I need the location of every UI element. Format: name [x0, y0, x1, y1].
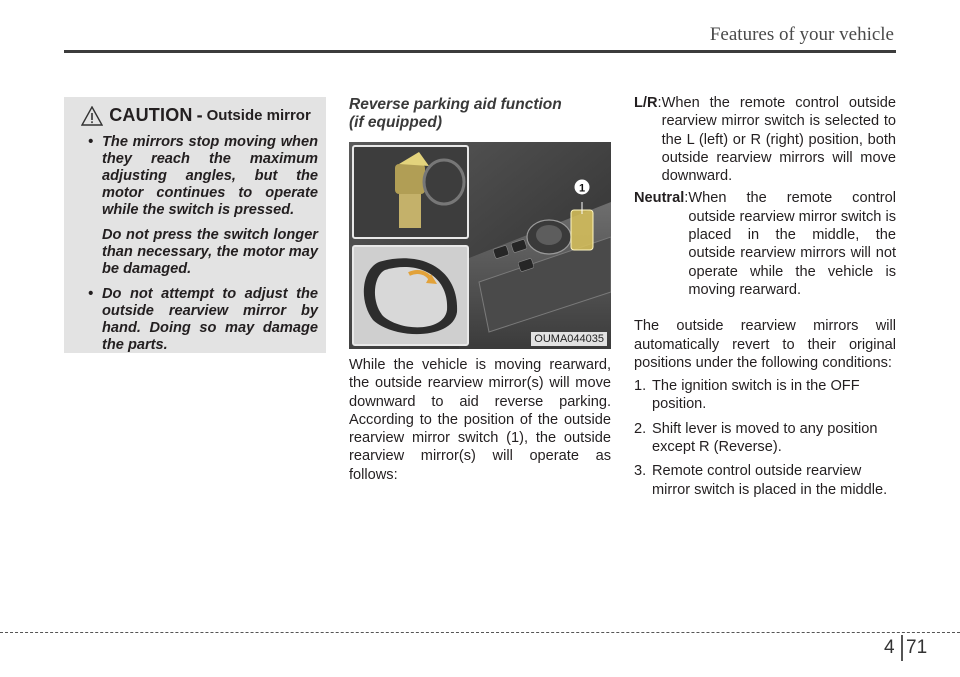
section-title-line2: (if equipped)	[349, 114, 442, 131]
list-item	[634, 420, 896, 457]
section-body: While the vehicle is moving rearward, the outside rearview mirror(s) will move downward to aid reverse parking. According to the position of the outside rearview mirror switch (1), the outside rearview mirror(s) will operate as follows:	[349, 357, 611, 483]
mode-term: L/R	[634, 95, 658, 111]
caution-heading	[74, 105, 318, 126]
list-number: 2.	[634, 420, 647, 437]
list-text: The ignition switch is in the OFF position.	[652, 378, 860, 413]
mode-description: When the remote control outside rearview mirror switch is selected to the L (left) or R (right) position, both outside rearview mirrors will move downward.	[661, 95, 896, 185]
section-title-line1: Reverse parking aid function	[349, 96, 562, 113]
photo-illustration	[349, 142, 611, 349]
revert-conditions-list	[634, 377, 896, 499]
image-code: OUMA044035	[531, 332, 607, 346]
page-number: 71	[906, 637, 928, 658]
list-item	[634, 462, 896, 499]
mode-definition	[634, 189, 896, 299]
mirror-switch-photo	[349, 142, 611, 349]
list-number: 1.	[634, 378, 647, 395]
section-title	[349, 96, 611, 132]
list-text: Remote control outside rearview mirror switch is placed in the middle.	[652, 463, 888, 498]
caution-box	[64, 97, 326, 353]
caution-item-text: Do not attempt to adjust the outside rearview mirror by hand. Doing so may damage the parts.	[102, 286, 318, 353]
list-text: Shift lever is moved to any position except R (Reverse).	[652, 420, 878, 456]
warning-triangle-icon	[81, 106, 103, 126]
caution-dash: -	[196, 105, 203, 125]
caution-list	[74, 134, 318, 219]
caution-item-continuation: Do not press the switch longer than necessary, the motor may be damaged.	[102, 227, 318, 277]
mode-colon: :	[684, 190, 689, 207]
mode-colon: :	[657, 95, 662, 111]
right-column	[634, 94, 896, 505]
footer-rule	[0, 632, 960, 633]
caution-item	[74, 286, 318, 354]
mode-term: Neutral	[634, 190, 685, 207]
list-number: 3.	[634, 463, 647, 480]
page-header-title: Features of your vehicle	[709, 24, 894, 45]
caution-subject: Outside mirror	[206, 107, 311, 124]
chapter-number: 4	[884, 637, 895, 658]
callout-number: 1	[578, 182, 586, 195]
caution-list-2	[74, 286, 318, 354]
caution-item	[74, 134, 318, 219]
caution-item-text: The mirrors stop moving when they reach the maximum adjusting angles, but the motor continues to operate while the switch is pressed.	[102, 134, 318, 218]
bullet-icon: •	[88, 134, 94, 150]
caution-label: CAUTION	[109, 105, 193, 125]
bullet-icon: •	[88, 286, 94, 302]
revert-intro: The outside rearview mirrors will automatically revert to their original positions under the following conditions:	[634, 318, 896, 371]
mode-definition	[634, 94, 896, 185]
list-item	[634, 377, 896, 414]
page-number-separator	[901, 635, 903, 661]
header-rule	[64, 50, 896, 53]
mode-description: When the remote control outside rearview mirror switch is placed in the middle, the outside rearview mirrors will not operate while the vehicle is moving rearward.	[688, 190, 896, 298]
